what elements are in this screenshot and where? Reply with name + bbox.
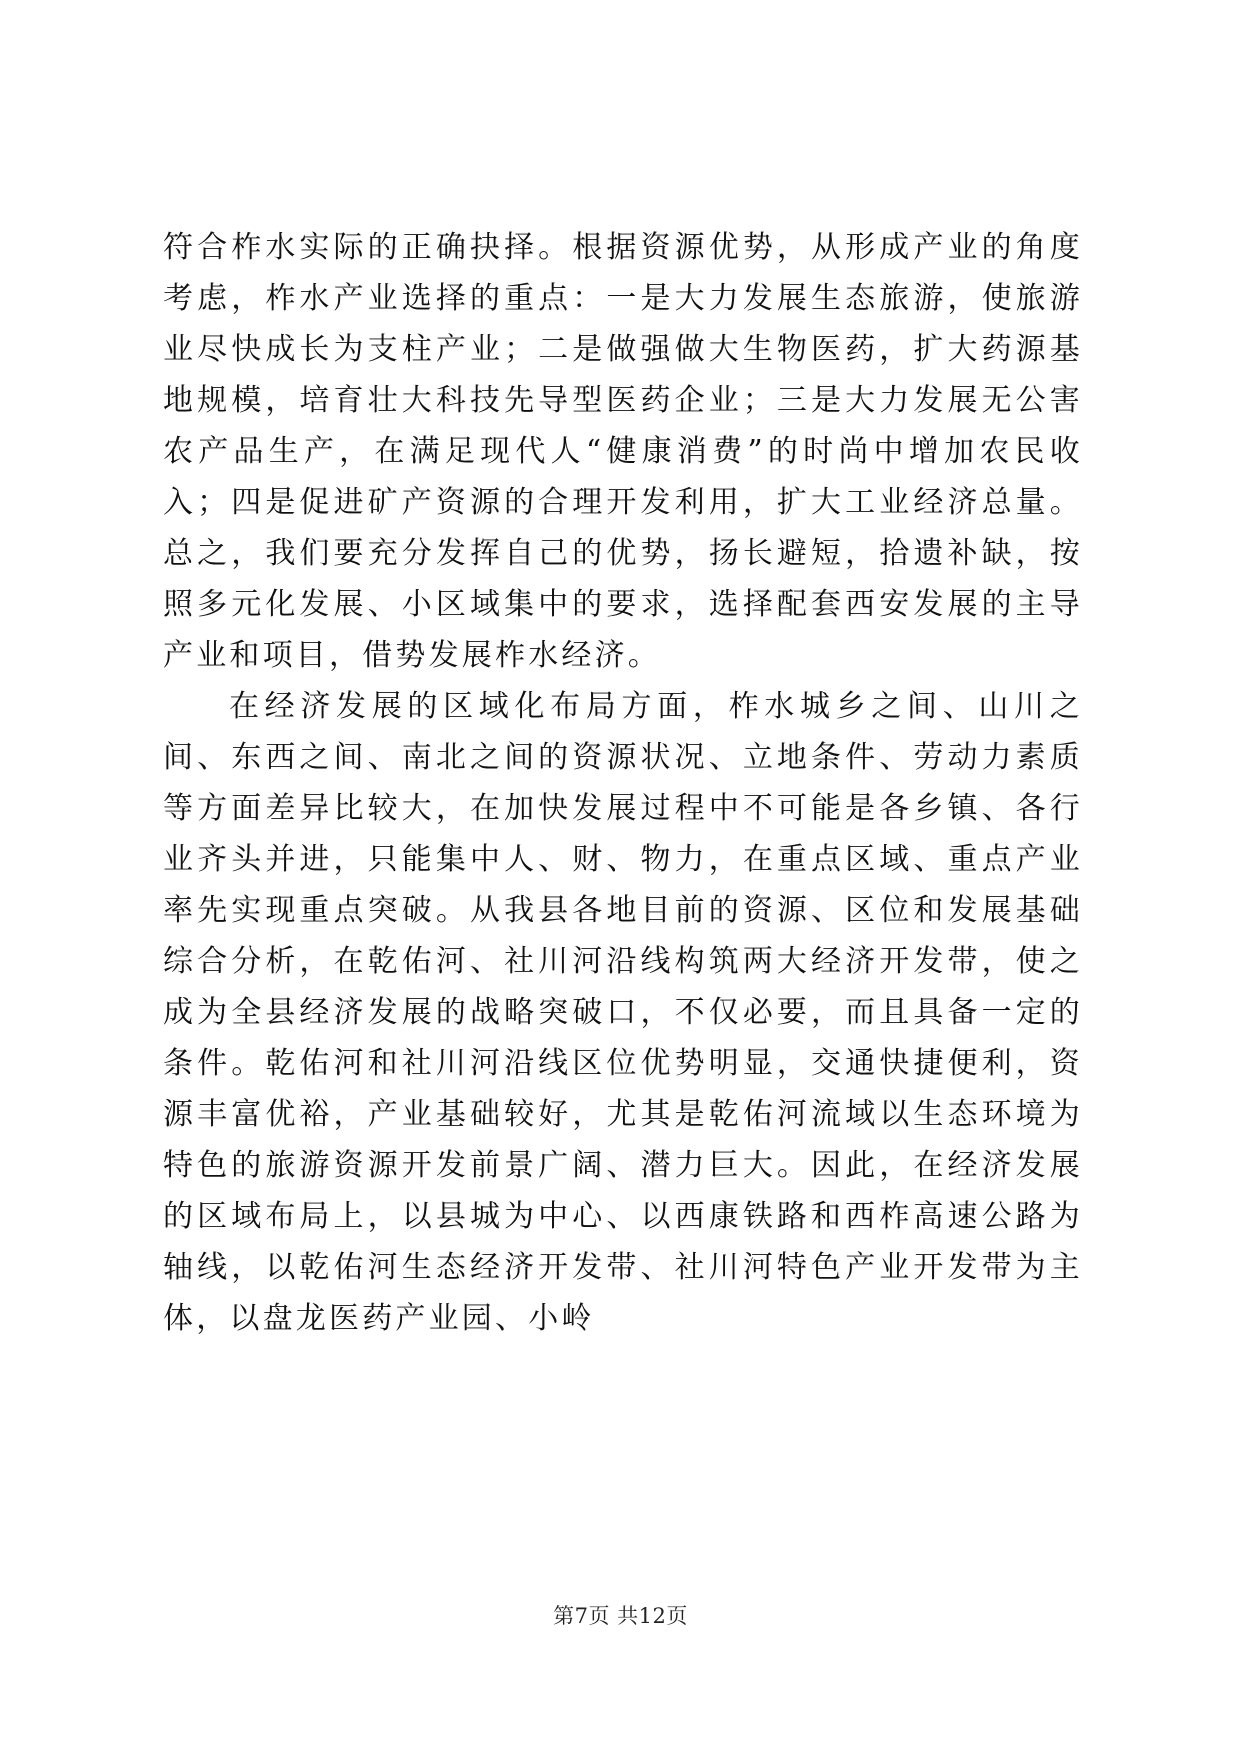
page-number-footer: 第7页 共12页 xyxy=(553,1604,688,1628)
document-body xyxy=(163,222,1083,1344)
paragraph-continuation: 符合柞水实际的正确抉择。根据资源优势，从形成产业的角度考虑，柞水产业选择的重点：一是大力发展生态旅游，使旅游业尽快成长为支柱产业；二是做强做大生物医药，扩大药源基地规模，培育壮大科技先导型医药企业；三是大力发展无公害农产品生产，在满足现代人“健康消费”的时尚中增加农民收入；四是促进矿产资源的合理开发利用，扩大工业经济总量。总之，我们要充分发挥自己的优势，扬长避短，拾遗补缺，按照多元化发展、小区域集中的要求，选择配套西安发展的主导产业和项目，借势发展柞水经济。 xyxy=(163,230,1083,673)
paragraph-regional-layout: 在经济发展的区域化布局方面，柞水城乡之间、山川之间、东西之间、南北之间的资源状况、立地条件、劳动力素质等方面差异比较大，在加快发展过程中不可能是各乡镇、各行业齐头并进，只能集中人、财、物力，在重点区域、重点产业率先实现重点突破。从我县各地目前的资源、区位和发展基础综合分析，在乾佑河、社川河沿线构筑两大经济开发带，使之成为全县经济发展的战略突破口，不仅必要，而且具备一定的条件。乾佑河和社川河沿线区位优势明显，交通快捷便利，资源丰富优裕，产业基础较好，尤其是乾佑河流域以生态环境为特色的旅游资源开发前景广阔、潜力巨大。因此，在经济发展的区域布局上，以县城为中心、以西康铁路和西柞高速公路为轴线，以乾佑河生态经济开发带、社川河特色产业开发带为主体，以盘龙医药产业园、小岭 xyxy=(163,689,1083,1336)
